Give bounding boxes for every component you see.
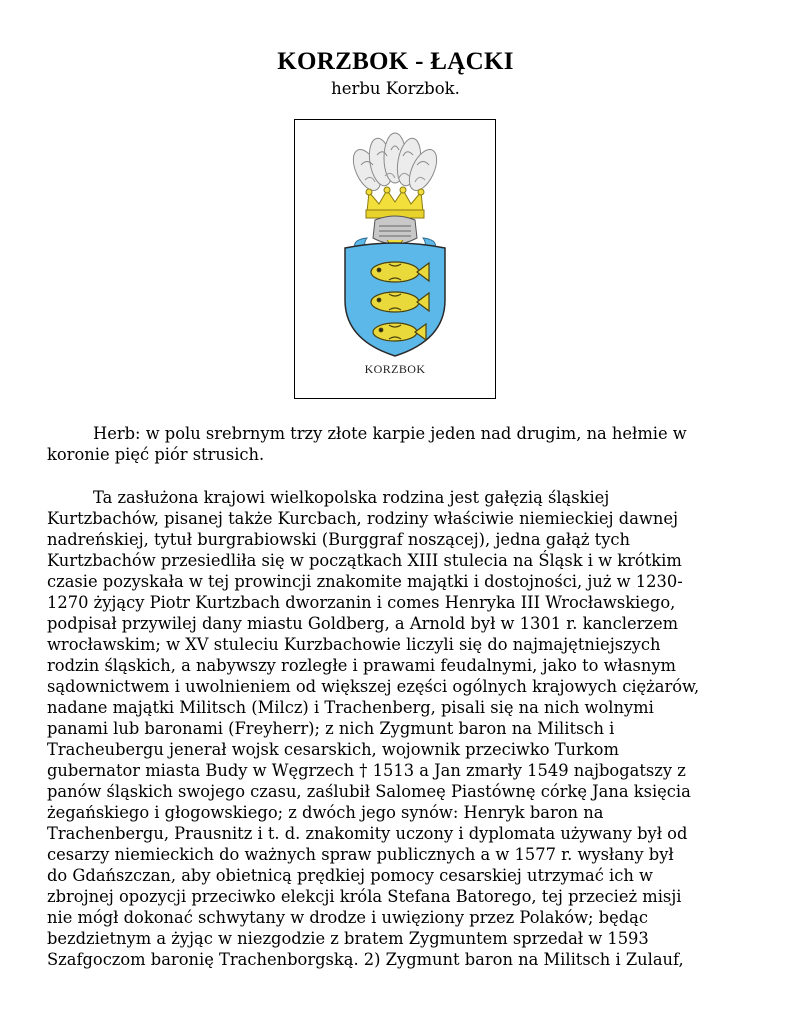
text-line: Herb: w polu srebrnym trzy złote karpie jeden nad drugim, na hełmie w [93, 424, 687, 443]
page-title: KORZBOK - ŁĄCKI [277, 48, 514, 75]
carp-fish [371, 262, 429, 341]
text-line: 1270 żyjący Piotr Kurtzbach dworzanin i comes Henryka III Wrocławskiego, [47, 593, 676, 612]
text-line: bezdzietnym a żyjąc w niezgodzie z bratem Zygmuntem sprzedał w 1593 [47, 929, 649, 948]
text-line: Szafgoczom baronię Trachenborgską. 2) Zygmunt baron na Militsch i Zulauf, [47, 950, 684, 969]
text-line: wrocławskim; w XV stuleciu Kurzbachowie liczyli się do najmajętniejszych [47, 635, 661, 654]
text-line: Trachenbergu, Prausnitz i t. d. znakomity uczony i dyplomata używany był od [47, 824, 688, 843]
text-line: zbrojnej opozycji przeciwko elekcji króla Stefana Batorego, tej przecież misji [47, 887, 682, 906]
text-line: panami lub baronami (Freyherr); z nich Zygmunt baron na Militsch i [47, 719, 615, 738]
feathers [348, 133, 443, 195]
text-line: cesarzy niemieckich do ważnych spraw publicznych a w 1577 r. wysłany był [47, 845, 674, 864]
coat-of-arms-icon [295, 120, 495, 398]
text-line: do Gdańszczan, aby obietnicą prędkiej pomocy cesarskiej utrzymać ich w [47, 866, 653, 885]
blazon-paragraph [47, 423, 747, 465]
page-subtitle: herbu Korzbok. [331, 79, 460, 98]
text-line: żegańskiego i głogowskiego; z dwóch jego synów: Henryk baron na [47, 803, 604, 822]
text-line: gubernator miasta Budy w Węgrzech † 1513 a Jan zmarły 1549 najbogatszy z [47, 761, 686, 780]
crown [366, 187, 424, 218]
text-line: Kurtzbachów przesiedliła się w początkach XIII stulecia na Śląsk i w krótkim [47, 551, 682, 570]
text-line: podpisał przywilej dany miastu Goldberg, a Arnold był w 1301 r. kanclerzem [47, 614, 679, 633]
text-line: czasie pozyskała w tej prowincji znakomite majątki i dostojności, już w 1230- [47, 572, 683, 591]
text-line: panów śląskich swojego czasu, zaślubił Salomeę Piastównę córkę Jana księcia [47, 782, 691, 801]
coat-of-arms-frame [294, 119, 496, 399]
text-line: nie mógł dokonać schwytany w drodze i uwięziony przez Polaków; będąc [47, 908, 648, 927]
text-line: koronie pięć piór strusich. [47, 445, 265, 464]
text-line: nadane majątki Militsch (Milcz) i Trachenberg, pisali się na nich wolnymi [47, 698, 654, 717]
text-line: nadreńskiej, tytuł burgrabiowski (Burggraf noszącej), jedna gałąż tych [47, 530, 631, 549]
helmet [373, 216, 417, 246]
text-line: Ta zasłużona krajowi wielkopolska rodzina jest gałęzią śląskiej [93, 488, 610, 507]
text-line: rodzin śląskich, a nabywszy rozległe i prawami feudalnymi, jako to własnym [47, 656, 676, 675]
coat-of-arms-caption: KORZBOK [364, 362, 426, 376]
text-line: Kurtzbachów, pisanej także Kurcbach, rodziny właściwie niemieckiej dawnej [47, 509, 679, 528]
text-line: sądownictwem i uwolnieniem od większej ezęści ogólnych krajowych ciężarów, [47, 677, 700, 696]
history-paragraph [47, 487, 747, 970]
text-line: Tracheubergu jenerał wojsk cesarskich, wojownik przeciwko Turkom [47, 740, 619, 759]
